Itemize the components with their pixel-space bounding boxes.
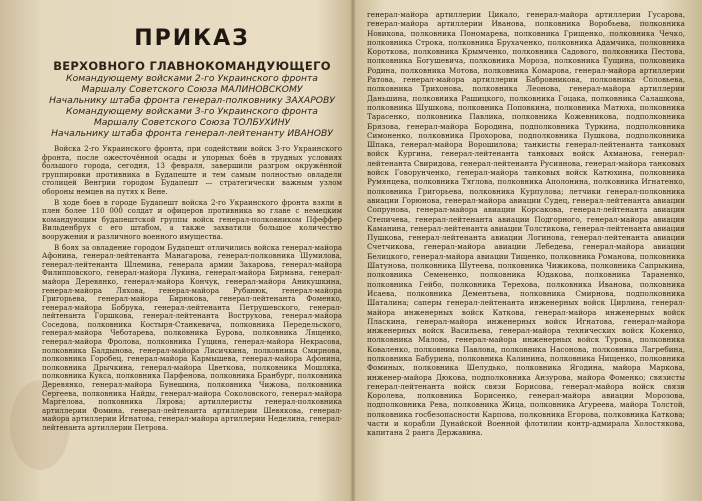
heading-line: Маршалу Советского Союза МАЛИНОВСКОМУ — [81, 84, 303, 95]
heading-line: Маршалу Советского Союза ТОЛБУХИНУ — [93, 117, 291, 128]
left-body-text — [42, 145, 342, 433]
heading-line: ВЕРХОВНОГО ГЛАВНОКОМАНДУЮЩЕГО — [53, 59, 331, 73]
document-title: ПРИКАЗ — [134, 26, 250, 51]
heading-line: Командующему войсками 3-го Украинского фронта — [66, 106, 318, 117]
paragraph: В ходе боев в городе Будапешт войска 2-го Украинского фронта взяли в плен более 110 000 солдат и офицеров противника во главе с немецким командующим будапештской группы войск генерал-полковником Пфеффер Вильденбрух с его штабом, а также захватили большое количество вооружения и различного военного имущества. — [42, 197, 342, 241]
right-page — [367, 10, 685, 489]
paragraph: генерал-майора артиллерии Цикало, генерал-майора артиллерии Гусарова, генерал-майора артиллерии Иванова, полковника Воробьева, полковника Новикова, полковника Пономарева, полковника Грищенко, полковника Чечко, полковника Строка, полковника Брухаченко, полковника Адамчика, полковника Короткова, полковника Крымченко, полковника Садового, полковника Пестова, полковника Богушевича, полковника Мороза, полковника Гущина, полковника Родина, полковника Мотова, полковника Комарова, генерал-майора артиллерии Ратова, генерал-майора артиллерии Бабровникова, полковника Соловьева, полковника Трихонова, полковника Леонова, генерал-майора артиллерии Даньшина, полковника Рашицкого, полковника Гоцака, полковника Салашкова, полковника Шушкова, полковника Поповкина, полковника Матюха, полковника Тарасенко, полковника Павлика, полковника Кожевникова, подполковника Брязова, генерал-майора Бородина, подполковника Туркина, подполковника Симоненко, полковника Прохорова, подполковника Пушкова, подполковника Шпака, генерал-майора Ворошилова; танкисты генерал-лейтенанта танковых войск Кургина, генерал-лейтенанта танковых войск Ахманова, генерал-лейтенанта Свиридова, генерал-лейтенанта Русиянова, генерал-майора танковых войск Говорунченко, генерал-майора танковых войск Катюхина, полковника Румянцева, полковника Тяглова, полковника Аполонина, полковника Игнатенко, полковника Григорьева, полковника Курпулова; летчики генерал-полковника авиации Горюнова, генерал-майора авиации Судец, генерал-лейтенанта авиации Сопрунова, генерал-майора авиации Корсакова, генерал-лейтенанта авиации Степичева, генерал-лейтенанта авиации Подгорного, генерал-майора авиации Каманина, генерал-лейтенанта авиации Толстикова, генерал-лейтенанта авиации Пушкова, генерал-лейтенанта авиации Логинова, генерал-лейтенанта авиации Счетчикова, генерал-майора авиации Лебедева, генерал-майора авиации Белицкого, генерал-майора авиации Тищенко, полковника Романова, полковника Шатунова, полковника Шутеева, полковника Чижикова, полковника Сапрыкина, полковника Семененко, полковника Юдакова, полковника Тараненко, полковника Гейбо, полковника Терехова, полковника Иванова, полковника Исаева, полковника Дементьева, полковника Смирнова, подполковника Шаталина; саперы генерал-лейтенанта инженерных войск Цирлина, генерал-майора инженерных войск Каткова, генерал-майора инженерных войск Пласкина, генерал-майора инженерных войск Игнатова, генерал-майора инженерных войск Васильева, генерал-майора технических войск Кокенко, полковника Малова, генерал-майора инженерных войск Турова, полковника Коваленко, полковника Павлова, полковника Насонова, полковника Лагребина, полковника Бабурина, полковника Калинина, полковника Нищенко, полковника Фоминых, полковника Шелудько, полковника Ягодина, майора Маркова, инженер-майора Дюкова, подполковника Анзурова, майора Фоменко; связисты генерал-лейтенанта войск связи Борисова, генерал-майора войск связи Королева, полковника Борисенко, генерал-майора авиации Морозова, подполковника Рева, полковника Жица, полковника Агуреева, майора Толстой, полковника госбезопасности Карпова, полковника Егорова, полковника Каткова; части и корабли Дунайской Военной флотилии контр-адмирала Холостякова, капитана 2 ранга Державина. — [367, 10, 685, 438]
paragraph: В боях за овладение городом Будапешт отличились войска генерал-майора Афонина, генерал-лейтенанта Манагарова, генерал-полковника Шумилова, генерал-лейтенанта Шлемина, генерала армии Захарова, генерал-майора Филипповского, генерал-майора Лукина, генерал-майора Бирмана, генерал-майора Деревянко, генерал-майора Кончук, генерал-майора Аникушкина, генерал-майора Ляхова, генерал-майора Рубанюк, генерал-майора Григорьева, генерал-майора Бирюкова, генерал-лейтенанта Фоменко, генерал-майора Бобрука, генерал-лейтенанта Петрушевского, генерал-лейтенанта Горшкова, генерал-лейтенанта Вострухова, генерал-майора Соседова, полковника Костыря-Станкевича, полковника Передельского, генерал-майора Чеботарева, полковника Бурова, полковника Лященко, генерал-майора Фролова, полковника Гущина, генерал-майора Некрасова, полковника Балдынова, генерал-майора Лисичкина, полковника Смирнова, полковника Горобец, генерал-майора Кармышева, генерал-майора Афонина, полковника Дрычкина, генерал-майора Цветкова, полковника Мошляка, полковника Кукса, полковника Парфенова, полковника Бранбург, полковника Деревянко, генерал-майора Бунешина, полковника Чижова, полковника Сергеева, полковника Найды, генерал-майора Соколовского, генерал-майора Маргелова, полковника Лярова; артиллеристы генерал-полковника артиллерии Фомина, генерал-лейтенанта артиллерии Шевякова, генерал-майора артиллерии Игнатова, генерал-майора артиллерии Неделина, генерал-лейтенанта артиллерии Петрова. — [42, 242, 342, 432]
heading-line: Начальнику штаба фронта генерал-полковнику ЗАХАРОВУ — [49, 95, 335, 106]
heading-line: Начальнику штаба фронта генерал-лейтенанту ИВАНОВУ — [51, 128, 333, 139]
page-fold — [350, 0, 356, 501]
right-body-text — [367, 10, 685, 438]
heading-line: Командующему войсками 2-го Украинского фронта — [66, 73, 318, 84]
paragraph: Войска 2-го Украинского фронта, при содействии войск 3-го Украинского фронта, после ожесточённой осады и упорных боёв в трудных условиях большого города, сегодня, 13 февраля, завершили разгром окружённой группировки противника в Будапеште и тем самым полностью овладели столицей Венгрии городом Будапешт — стратегически важным узлом обороны немцев на путях к Вене. — [42, 144, 342, 196]
order-heading — [42, 59, 342, 139]
left-page — [42, 14, 342, 489]
